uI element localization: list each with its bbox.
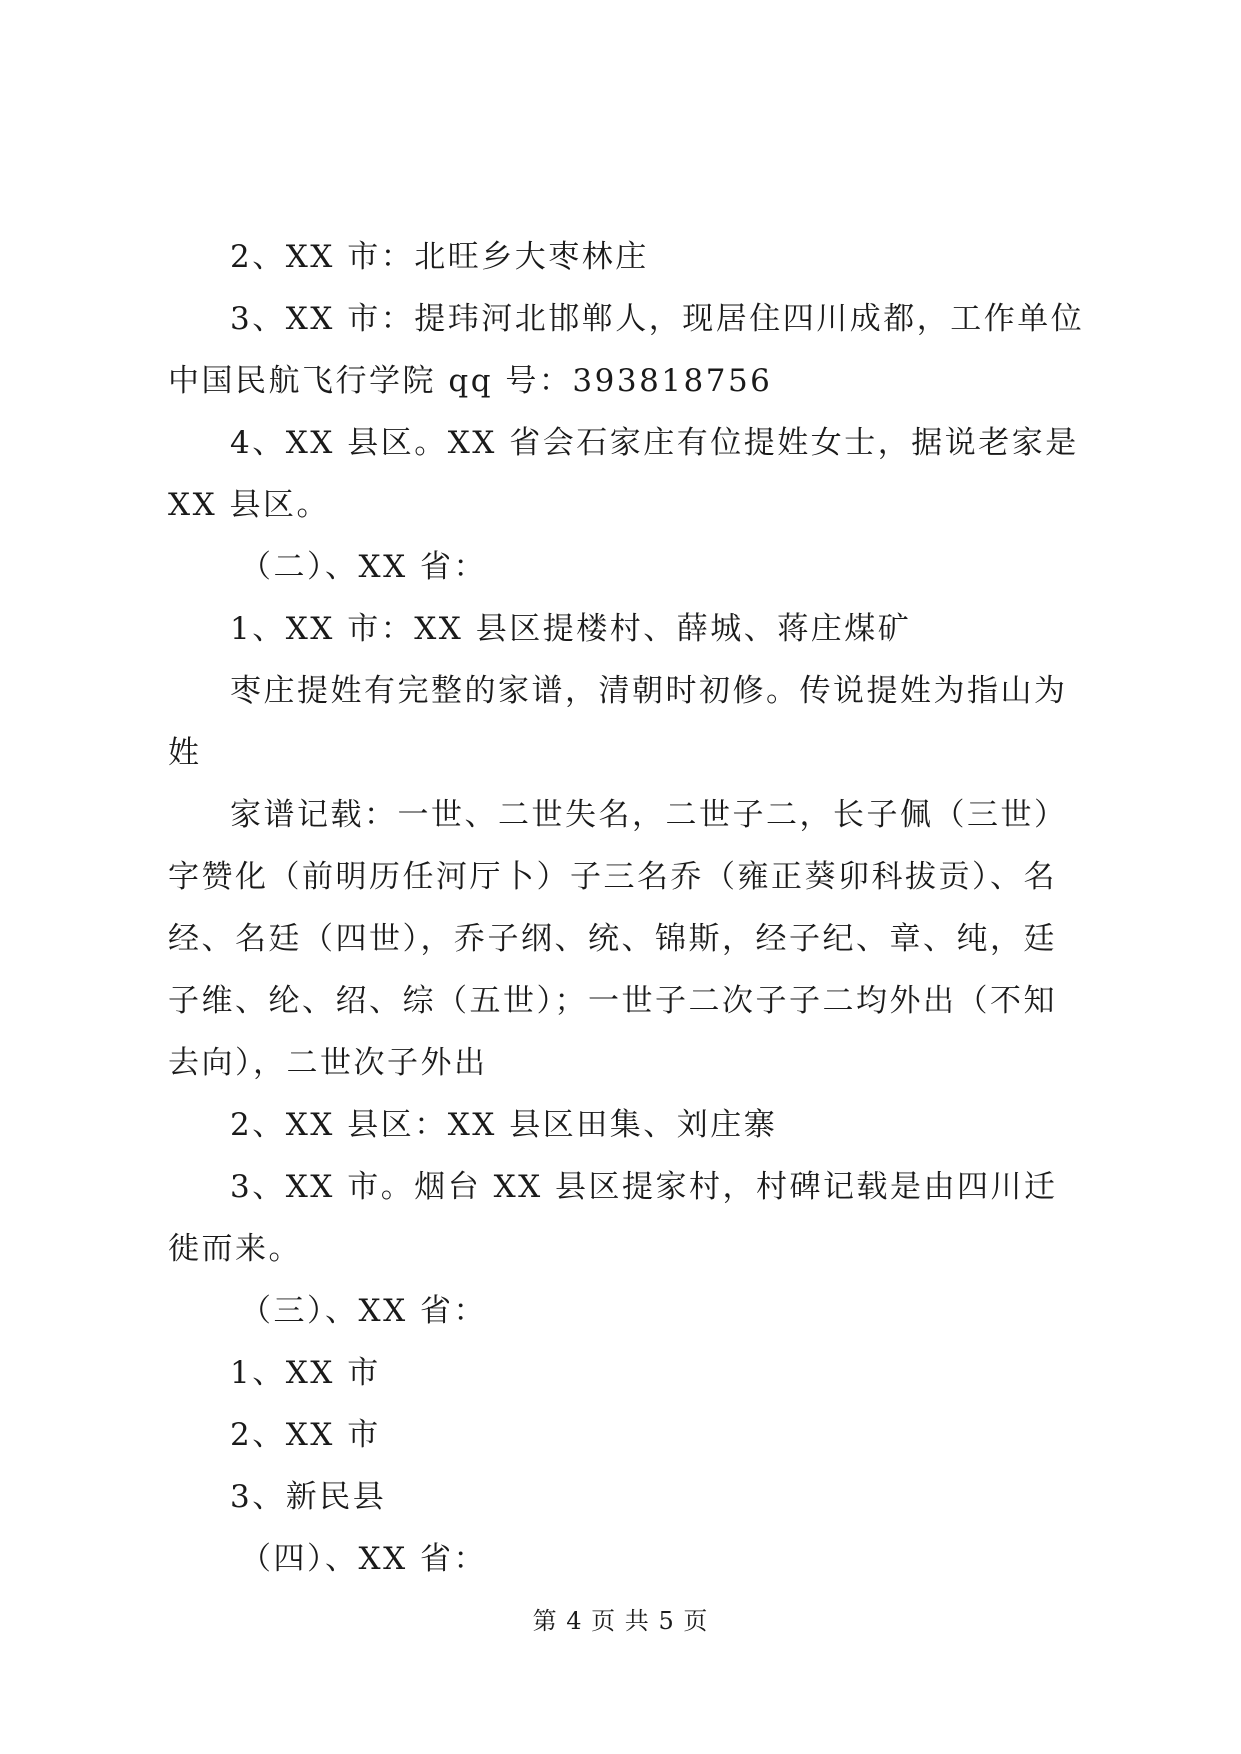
paragraph-item-3-yantai: 3、XX 市。烟台 XX 县区提家村，村碑记载是由四川迁徙而来。 <box>168 1169 1058 1267</box>
paragraph-item-2: 2、XX 市：北旺乡大枣林庄 <box>230 239 649 275</box>
paragraph-item-2-city: 2、XX 市 <box>230 1417 381 1453</box>
paragraph-item-4: 4、XX 县区。XX 省会石家庄有位提姓女士，据说老家是 XX 县区。 <box>168 425 1079 523</box>
paragraph-item-3-contact: 3、XX 市：提玮河北邯郸人，现居住四川成都，工作单位中国民航飞行学院 qq 号：393818756 <box>168 301 1085 399</box>
document-body <box>168 226 1088 1590</box>
paragraph-item-3-xinmin: 3、新民县 <box>230 1479 387 1515</box>
paragraph-item-2-county: 2、XX 县区：XX 县区田集、刘庄寨 <box>230 1107 778 1143</box>
paragraph-item-1-zaozhuang: 1、XX 市：XX 县区提楼村、薛城、蒋庄煤矿 <box>230 611 912 647</box>
section-heading-2: （二）、XX 省： <box>240 549 487 585</box>
paragraph-family-tree-intro: 枣庄提姓有完整的家谱，清朝时初修。传说提姓为指山为姓 <box>168 673 1068 771</box>
section-heading-3: （三）、XX 省： <box>240 1293 487 1329</box>
page-number-footer: 第 4 页 共 5 页 <box>532 1607 709 1635</box>
paragraph-item-1-city: 1、XX 市 <box>230 1355 381 1391</box>
paragraph-family-tree-record: 家谱记载：一世、二世失名，二世子二，长子佩（三世）字赞化（前明历任河厅卜）子三名乔（雍正葵卯科拔贡）、名经、名廷（四世），乔子纲、统、锦斯，经子纪、章、纯，廷子维、纶、绍、综（五世）；一世子二次子子二均外出（不知去向），二世次子外出 <box>168 797 1068 1081</box>
section-heading-4: （四）、XX 省： <box>240 1541 487 1577</box>
